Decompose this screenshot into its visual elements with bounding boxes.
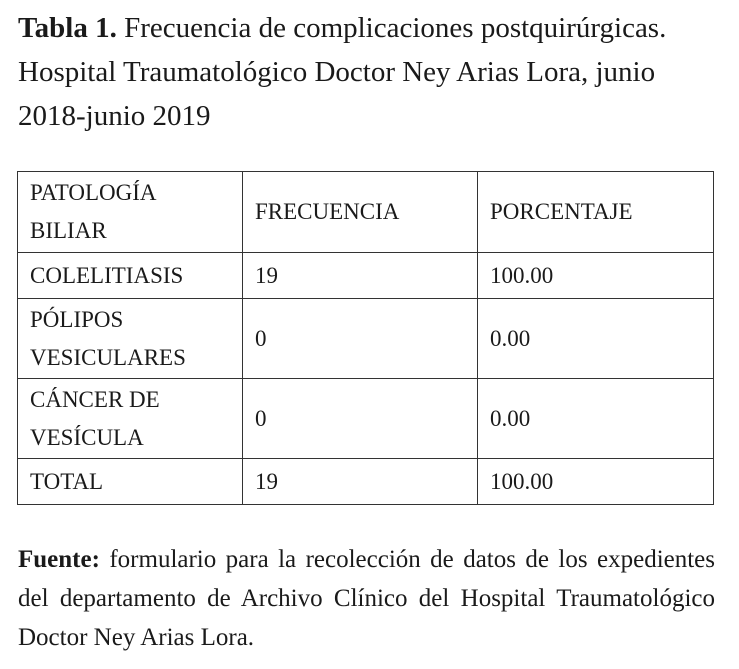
complications-table [17,171,714,505]
cell-patologia: PÓLIPOS VESICULARES [18,299,243,379]
table-row [18,299,714,379]
cell-porcentaje: 100.00 [478,459,714,505]
table-total-row [18,459,714,505]
caption-text: Frecuencia de complicaciones postquirúrgicas. Hospital Traumatológico Doctor Ney Arias Lora, junio 2018-junio 2019 [18,12,667,132]
cell-patologia: TOTAL [18,459,243,505]
caption-label: Tabla 1. [18,12,117,44]
table-header-row [18,172,714,253]
source-label: Fuente: [18,546,100,573]
cell-patologia: CÁNCER DE VESÍCULA [18,379,243,459]
source-text: formulario para la recolección de datos de los expedientes del departamento de Archivo Clínico del Hospital Traumatológico Doctor Ney Arias Lora. [18,546,716,651]
header-frecuencia: FRECUENCIA [243,172,478,253]
header-patologia: PATOLOGÍA BILIAR [18,172,243,253]
table-row [18,379,714,459]
cell-frecuencia: 19 [243,459,478,505]
header-porcentaje: PORCENTAJE [478,172,714,253]
cell-frecuencia: 0 [243,299,478,379]
cell-patologia: COLELITIASIS [18,253,243,299]
table-caption [18,6,720,138]
cell-frecuencia: 0 [243,379,478,459]
cell-frecuencia: 19 [243,253,478,299]
cell-porcentaje: 0.00 [478,299,714,379]
source-note [18,540,715,657]
cell-porcentaje: 100.00 [478,253,714,299]
cell-porcentaje: 0.00 [478,379,714,459]
table-row [18,253,714,299]
